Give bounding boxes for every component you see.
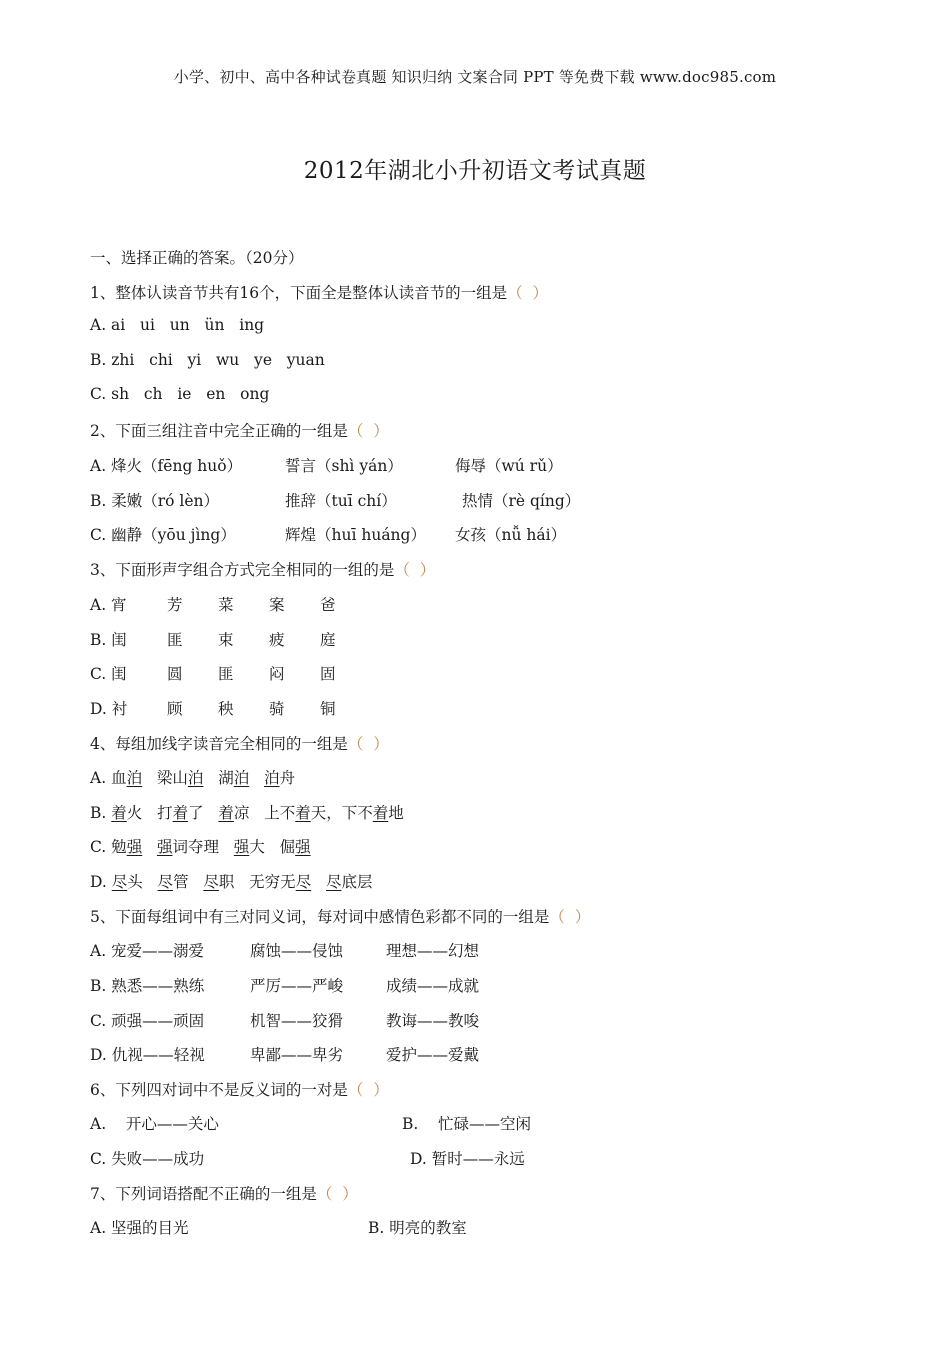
q1-option-b: B. zhi chi yi wu ye yuan [90, 351, 325, 369]
q3-option-a: A. 宵 芳 菜 案 爸 [90, 596, 336, 614]
section-heading: 一、选择正确的答案。（20分） [90, 249, 304, 267]
q6-options-ab: A. 开心——关心 B. 忙碌——空闲 [90, 1115, 532, 1133]
question-4-stem: 4、每组加线字读音完全相同的一组是（ ） [90, 735, 389, 753]
q5-option-c: C. 顽强——顽固 机智——狡猾 教诲——教唆 [90, 1012, 480, 1030]
answer-blank[interactable]: （ ） [316, 1185, 358, 1203]
q4-option-a: A. 血泊 梁山泊 湖泊 泊舟 [90, 769, 296, 787]
question-2-stem: 2、下面三组注音中完全正确的一组是（ ） [90, 422, 389, 440]
q7-options-ab: A. 坚强的目光 B. 明亮的教室 [90, 1219, 467, 1237]
page-header: 小学、初中、高中各种试卷真题 知识归纳 文案合同 PPT 等免费下载 www.doc985.com [173, 68, 777, 86]
answer-blank[interactable]: （ ） [394, 561, 436, 579]
question-3-stem: 3、下面形声字组合方式完全相同的一组的是（ ） [90, 561, 436, 579]
q4-option-d: D. 尽头 尽管 尽职 无穷无尽 尽底层 [90, 873, 373, 891]
q5-option-a: A. 宠爱——溺爱 腐蚀——侵蚀 理想——幻想 [90, 942, 480, 960]
q4-option-c: C. 勉强 强词夺理 强大 倔强 [90, 838, 311, 856]
answer-blank[interactable]: （ ） [347, 1081, 389, 1099]
q5-option-b: B. 熟悉——熟练 严厉——严峻 成绩——成就 [90, 977, 480, 995]
answer-blank[interactable]: （ ） [347, 422, 389, 440]
question-6-stem: 6、下列四对词中不是反义词的一对是（ ） [90, 1081, 389, 1099]
answer-blank[interactable]: （ ） [549, 908, 591, 926]
q5-option-d: D. 仇视——轻视 卑鄙——卑劣 爱护——爱戴 [90, 1046, 480, 1064]
q3-option-b: B. 闺 匪 束 疲 庭 [90, 631, 336, 649]
question-5-stem: 5、下面每组词中有三对同义词，每对词中感情色彩都不同的一组是（ ） [90, 908, 591, 926]
q1-option-c: C. sh ch ie en ong [90, 385, 270, 403]
question-7-stem: 7、下列词语搭配不正确的一组是（ ） [90, 1185, 358, 1203]
q3-option-c: C. 闺 圆 匪 闷 固 [90, 665, 336, 683]
q2-option-a: A. 烽火（fēng huǒ） 誓言（shì yán） 侮辱（wú rǔ） [90, 457, 563, 475]
q3-option-d: D. 衬 顾 秧 骑 铜 [90, 700, 336, 718]
q2-option-b: B. 柔嫩（ró lèn） 推辞（tuī chí） 热情（rè qíng） [90, 492, 581, 510]
q2-option-c: C. 幽静（yōu jìng） 辉煌（huī huáng） 女孩（nǚ hái） [90, 526, 567, 544]
answer-blank[interactable]: （ ） [507, 284, 548, 302]
question-1-stem: 1、整体认读音节共有16个，下面全是整体认读音节的一组是（ ） [90, 284, 548, 302]
answer-blank[interactable]: （ ） [347, 735, 389, 753]
page-title: 2012年湖北小升初语文考试真题 [303, 158, 647, 184]
q1-option-a: A. ai ui un ün ing [90, 316, 265, 334]
q4-option-b: B. 着火 打着了 着凉 上不着天，下不着地 [90, 804, 404, 822]
q6-options-cd: C. 失败——成功 D. 暂时——永远 [90, 1150, 525, 1168]
